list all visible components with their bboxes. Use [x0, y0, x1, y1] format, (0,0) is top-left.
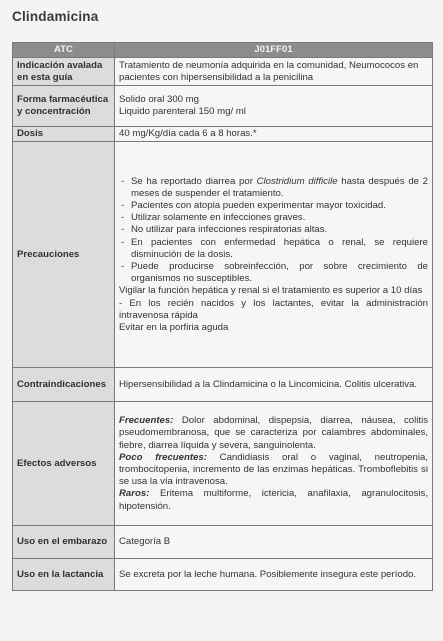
efectos-raros: Raros: Eritema multiforme, ictericia, anafilaxia, agranulocitosis, hipotensión. — [119, 488, 428, 512]
drug-monograph-table — [12, 42, 433, 591]
value-forma — [115, 86, 433, 127]
value-contraindicaciones: Hipersensibilidad a la Clindamicina o la Lincomicina. Colitis ulcerativa. — [115, 368, 433, 402]
precaucion-item-6: - Puede producirse sobreinfección, por sobre crecimiento de organismos no susceptibles. — [119, 261, 428, 285]
efectos-poco-frecuentes: Poco frecuentes: Candidiasis oral o vaginal, neutropenia, trombocitopenia, incremento de las enzimas hepáticas. Tromboflebitis si se usa la vía intravenosa. — [119, 451, 428, 488]
precaucion-note-3: Evitar en la porfiria aguda — [119, 322, 229, 334]
label-dosis: Dosis — [13, 127, 115, 142]
row-indicacion — [13, 58, 433, 86]
label-contraindicaciones: Contraindicaciones — [13, 368, 115, 402]
value-efectos — [115, 402, 433, 526]
row-forma — [13, 86, 433, 127]
value-embarazo: Categoría B — [115, 526, 433, 559]
precaucion-item-1: - Se ha reportado diarrea por Clostridium difficile hasta después de 2 meses de suspender el tratamiento. — [119, 176, 428, 200]
precaucion-item-2: - Pacientes con atopia pueden experimentar mayor toxicidad. — [119, 200, 428, 212]
row-lactancia — [13, 559, 433, 591]
precaucion-item-5: - En pacientes con enfermedad hepática o renal, se requiere disminución de la dosis. — [119, 237, 428, 261]
drug-title: Clindamicina — [12, 9, 99, 24]
precaucion-note-2: - En los recién nacidos y los lactantes, evitar la administración intravenosa rápida — [119, 297, 428, 321]
value-dosis: 40 mg/Kg/día cada 6 a 8 horas.* — [115, 127, 433, 142]
value-precauciones — [115, 142, 433, 368]
label-lactancia: Uso en la lactancia — [13, 559, 115, 591]
row-contraindicaciones — [13, 368, 433, 402]
label-forma: Forma farmacéutica y concentración — [13, 86, 115, 127]
table-header-row — [13, 43, 433, 58]
label-precauciones: Precauciones — [13, 142, 115, 368]
precaucion-item-4: - No utilizar para infecciones respiratorias altas. — [119, 224, 428, 236]
value-indicacion: Tratamiento de neumonía adquirida en la comunidad, Neumococos en pacientes con hipersensibilidad a la penicilina — [115, 58, 433, 86]
value-lactancia: Se excreta por la leche humana. Posiblemente insegura este período. — [115, 559, 433, 591]
forma-line-1: Solido oral 300 mg — [119, 94, 199, 105]
clostridium-term: Clostridium difficile — [256, 175, 338, 187]
label-indicacion: Indicación avalada en esta guía — [13, 58, 115, 86]
efectos-frecuentes: Frecuentes: Dolor abdominal, dispepsia, diarrea, náusea, colitis pseudomembranosa, que se caracteriza por calambres abdominales, fiebre, diarrea líquida y severa, sanguinolenta. — [119, 415, 428, 451]
row-dosis — [13, 127, 433, 142]
header-atc-code: J01FF01 — [115, 43, 433, 58]
label-embarazo: Uso en el embarazo — [13, 526, 115, 559]
row-precauciones — [13, 142, 433, 368]
precaucion-item-3: - Utilizar solamente en infecciones graves. — [119, 212, 428, 224]
label-efectos: Efectos adversos — [13, 402, 115, 526]
row-embarazo — [13, 526, 433, 559]
row-efectos — [13, 402, 433, 526]
precaucion-note-1: Vigilar la función hepática y renal si el tratamiento es superior a 10 días — [119, 285, 423, 297]
forma-line-2: Liquido parenteral 150 mg/ ml — [119, 106, 246, 118]
header-atc: ATC — [13, 43, 115, 58]
